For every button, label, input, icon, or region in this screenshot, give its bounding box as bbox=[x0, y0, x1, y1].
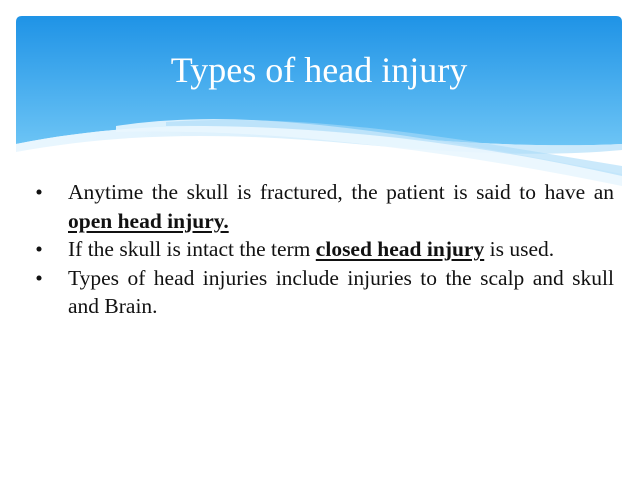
bullet-text-after: is used. bbox=[484, 237, 555, 261]
bullet-list bbox=[28, 178, 614, 321]
bullet-item bbox=[28, 235, 614, 264]
bullet-marker: • bbox=[35, 180, 43, 204]
title-banner bbox=[16, 16, 622, 186]
bullet-text: Anytime the skull is fractured, the patient is said to have an bbox=[68, 180, 614, 204]
bullet-marker: • bbox=[35, 265, 43, 290]
bullet-text: Types of head injuries include injuries to the scalp and skull and Brain. bbox=[68, 265, 614, 318]
bullet-item bbox=[28, 264, 614, 321]
bullet-marker: • bbox=[35, 237, 43, 261]
bullet-text: If the skull is intact the term bbox=[68, 237, 316, 261]
bullet-emphasis: closed head injury bbox=[315, 237, 485, 261]
slide-title: Types of head injury bbox=[170, 50, 468, 90]
slide-body bbox=[28, 178, 614, 321]
banner-wave-graphic bbox=[16, 16, 622, 186]
bullet-item bbox=[28, 178, 614, 235]
bullet-emphasis: open head injury. bbox=[68, 208, 229, 233]
